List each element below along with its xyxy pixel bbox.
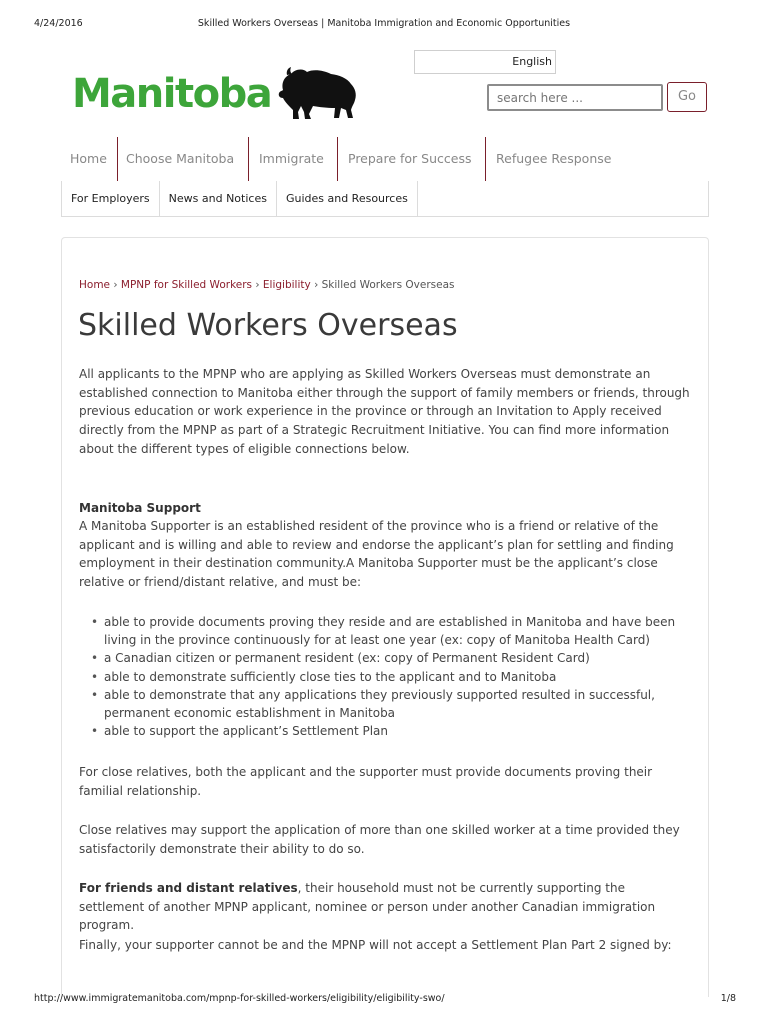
go-button[interactable]: Go xyxy=(667,82,707,112)
manitoba-logo[interactable] xyxy=(72,66,359,122)
list-item: • able to support the applicant’s Settlement Plan xyxy=(104,722,694,740)
breadcrumb xyxy=(79,279,454,291)
list-item: • a Canadian citizen or permanent resident (ex: copy of Permanent Resident Card) xyxy=(104,649,694,667)
print-page-number: 1/8 xyxy=(720,993,736,1004)
print-url: http://www.immigratemanitoba.com/mpnp-for-skilled-workers/eligibility/eligibility-swo/ xyxy=(34,993,445,1004)
supporter-requirements-list xyxy=(104,613,694,740)
close-relatives-support-paragraph: Close relatives may support the application of more than one skilled worker at a time provided they satisfactorily demonstrate their ability to do so. xyxy=(79,823,680,856)
list-item: • able to provide documents proving they reside and are established in Manitoba and have been living in the province continuously for at least one year (ex: copy of Manitoba Health Card) xyxy=(104,613,694,649)
close-relatives-paragraph: For close relatives, both the applicant and the supporter must provide documents proving their familial relationship. xyxy=(79,765,653,798)
breadcrumb-separator: › xyxy=(255,279,260,291)
intro-paragraph: All applicants to the MPNP who are applying as Skilled Workers Overseas must demonstrate an established connection to Manitoba either through the support of family members or friends, through previous education or work experience in the province or through an Invitation to Apply received directly from the MPNP as part of a Strategic Recruitment Initiative. You can find more information about the different types of eligible connections below. xyxy=(79,367,690,456)
manitoba-support-paragraph: A Manitoba Supporter is an established resident of the province who is a friend or relative of the applicant and is willing and able to review and endorse the applicant’s plan for settling and finding employment in their destination community.A Manitoba Supporter must be the applicant’s close relative or friend/distant relative, and must be: xyxy=(79,519,674,590)
friends-relatives-paragraph xyxy=(79,879,691,935)
breadcrumb-home[interactable]: Home xyxy=(79,279,111,291)
bison-icon xyxy=(277,66,359,122)
subnav-news-and-notices[interactable]: News and Notices xyxy=(160,181,277,216)
friends-relatives-text: , their household must not be currently supporting the settlement of another MPNP applicant, nominee or person under another Canadian immigration program. xyxy=(79,881,656,933)
page-title: Skilled Workers Overseas xyxy=(78,308,458,343)
nav-refugee-response[interactable]: Refugee Response xyxy=(496,151,612,166)
friends-relatives-lead: For friends and distant relatives xyxy=(79,881,298,895)
nav-choose-manitoba[interactable]: Choose Manitoba xyxy=(126,151,235,166)
final-paragraph: Finally, your supporter cannot be and the MPNP will not accept a Settlement Plan Part 2 signed by: xyxy=(79,938,672,952)
logo-text: Manitoba xyxy=(72,71,272,117)
nav-home[interactable]: Home xyxy=(70,151,107,166)
subnav-guides-and-resources[interactable]: Guides and Resources xyxy=(277,181,418,216)
nav-immigrate[interactable]: Immigrate xyxy=(259,151,324,166)
nav-prepare-for-success[interactable]: Prepare for Success xyxy=(348,151,472,166)
search-input[interactable] xyxy=(487,84,663,111)
language-select[interactable]: English xyxy=(414,50,556,74)
sub-nav xyxy=(61,181,709,217)
list-item: • able to demonstrate sufficiently close ties to the applicant and to Manitoba xyxy=(104,668,694,686)
breadcrumb-current: Skilled Workers Overseas xyxy=(321,279,455,291)
breadcrumb-mpnp-skilled-workers[interactable]: MPNP for Skilled Workers xyxy=(120,279,253,291)
list-item: • able to demonstrate that any applications they previously supported resulted in successful, permanent economic establishment in Manitoba xyxy=(104,686,694,722)
print-date: 4/24/2016 xyxy=(34,18,83,29)
subnav-for-employers[interactable]: For Employers xyxy=(62,181,160,216)
main-nav xyxy=(61,137,626,181)
breadcrumb-eligibility[interactable]: Eligibility xyxy=(262,279,311,291)
manitoba-support-heading: Manitoba Support xyxy=(79,501,201,515)
breadcrumb-separator: › xyxy=(113,279,118,291)
print-title: Skilled Workers Overseas | Manitoba Immigration and Economic Opportunities xyxy=(197,18,571,29)
breadcrumb-separator: › xyxy=(314,279,319,291)
